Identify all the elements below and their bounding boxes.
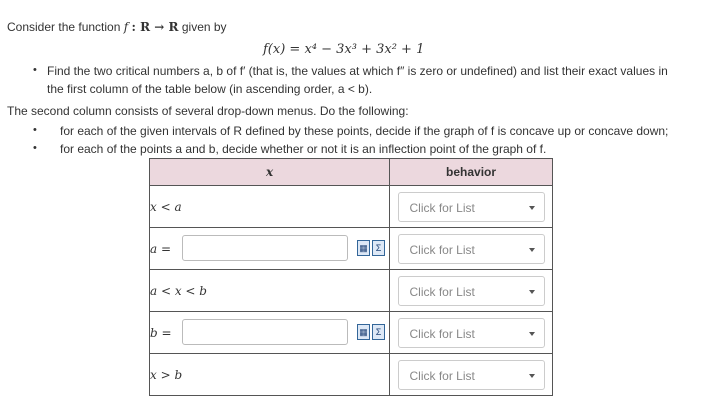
task-critical-line1: Find the two critical numbers a, b of f′ (that is, the values at which f″ is zero or undefined) and list their exact values in — [47, 64, 668, 78]
table-row — [150, 270, 553, 312]
x-label: a < x < b — [150, 283, 207, 298]
dropdown-instructions: The second column consists of several drop-down menus. Do the following: — [7, 104, 409, 118]
b-answer-input[interactable] — [182, 319, 348, 345]
table-row — [150, 228, 553, 270]
behavior-dropdown[interactable] — [398, 360, 545, 390]
answer-table — [149, 158, 553, 396]
preview-icon[interactable]: ▦ — [357, 240, 370, 256]
intro-func: f — [123, 20, 129, 34]
b-label: b = — [150, 325, 172, 340]
x-cell — [150, 312, 390, 354]
bullet-icon: • — [33, 124, 37, 136]
behavior-cell — [390, 312, 553, 354]
intro-mapping: : R → R — [131, 20, 179, 34]
x-cell — [150, 270, 390, 312]
table-row — [150, 312, 553, 354]
behavior-cell — [390, 186, 553, 228]
header-behavior: behavior — [390, 159, 553, 186]
behavior-dropdown[interactable] — [398, 276, 545, 306]
dropdown-arrow-icon — [529, 290, 535, 294]
intro-prefix: Consider the function — [7, 20, 121, 34]
bullet-icon: • — [33, 142, 37, 154]
x-cell — [150, 354, 390, 396]
equation-editor-icon[interactable]: Σ — [372, 240, 385, 256]
task-critical-line2: the first column of the table below (in ascending order, a < b). — [47, 82, 373, 96]
behavior-cell — [390, 270, 553, 312]
table-row — [150, 354, 553, 396]
table-row — [150, 186, 553, 228]
intro-text — [7, 20, 227, 34]
dropdown-text: Click for List — [409, 326, 475, 341]
dropdown-arrow-icon — [529, 248, 535, 252]
a-label: a = — [150, 241, 172, 256]
behavior-cell — [390, 354, 553, 396]
intro-suffix: given by — [181, 20, 227, 34]
table-header-row — [150, 159, 553, 186]
dropdown-arrow-icon — [529, 332, 535, 336]
task-concavity: for each of the given intervals of R defined by these points, decide if the graph of f is concave up or concave down; — [60, 124, 669, 138]
x-label: x > b — [150, 367, 183, 382]
preview-icon[interactable]: ▦ — [357, 324, 370, 340]
dropdown-text: Click for List — [409, 242, 475, 257]
behavior-dropdown[interactable] — [398, 192, 545, 222]
x-cell — [150, 186, 390, 228]
x-label: x < a — [150, 199, 182, 214]
behavior-dropdown[interactable] — [398, 318, 545, 348]
behavior-dropdown[interactable] — [398, 234, 545, 264]
dropdown-text: Click for List — [409, 284, 475, 299]
dropdown-arrow-icon — [529, 374, 535, 378]
task-inflection: for each of the points a and b, decide whether or not it is an inflection point of the graph of f. — [60, 142, 547, 156]
equation-editor-icon[interactable]: Σ — [372, 324, 385, 340]
dropdown-text: Click for List — [409, 368, 475, 383]
a-answer-input[interactable] — [182, 235, 348, 261]
dropdown-text: Click for List — [409, 200, 475, 215]
bullet-icon: • — [33, 64, 37, 76]
header-x: x — [150, 159, 390, 186]
function-formula: f(x) = x⁴ − 3x³ + 3x² + 1 — [263, 42, 425, 57]
dropdown-arrow-icon — [529, 206, 535, 210]
x-cell — [150, 228, 390, 270]
behavior-cell — [390, 228, 553, 270]
